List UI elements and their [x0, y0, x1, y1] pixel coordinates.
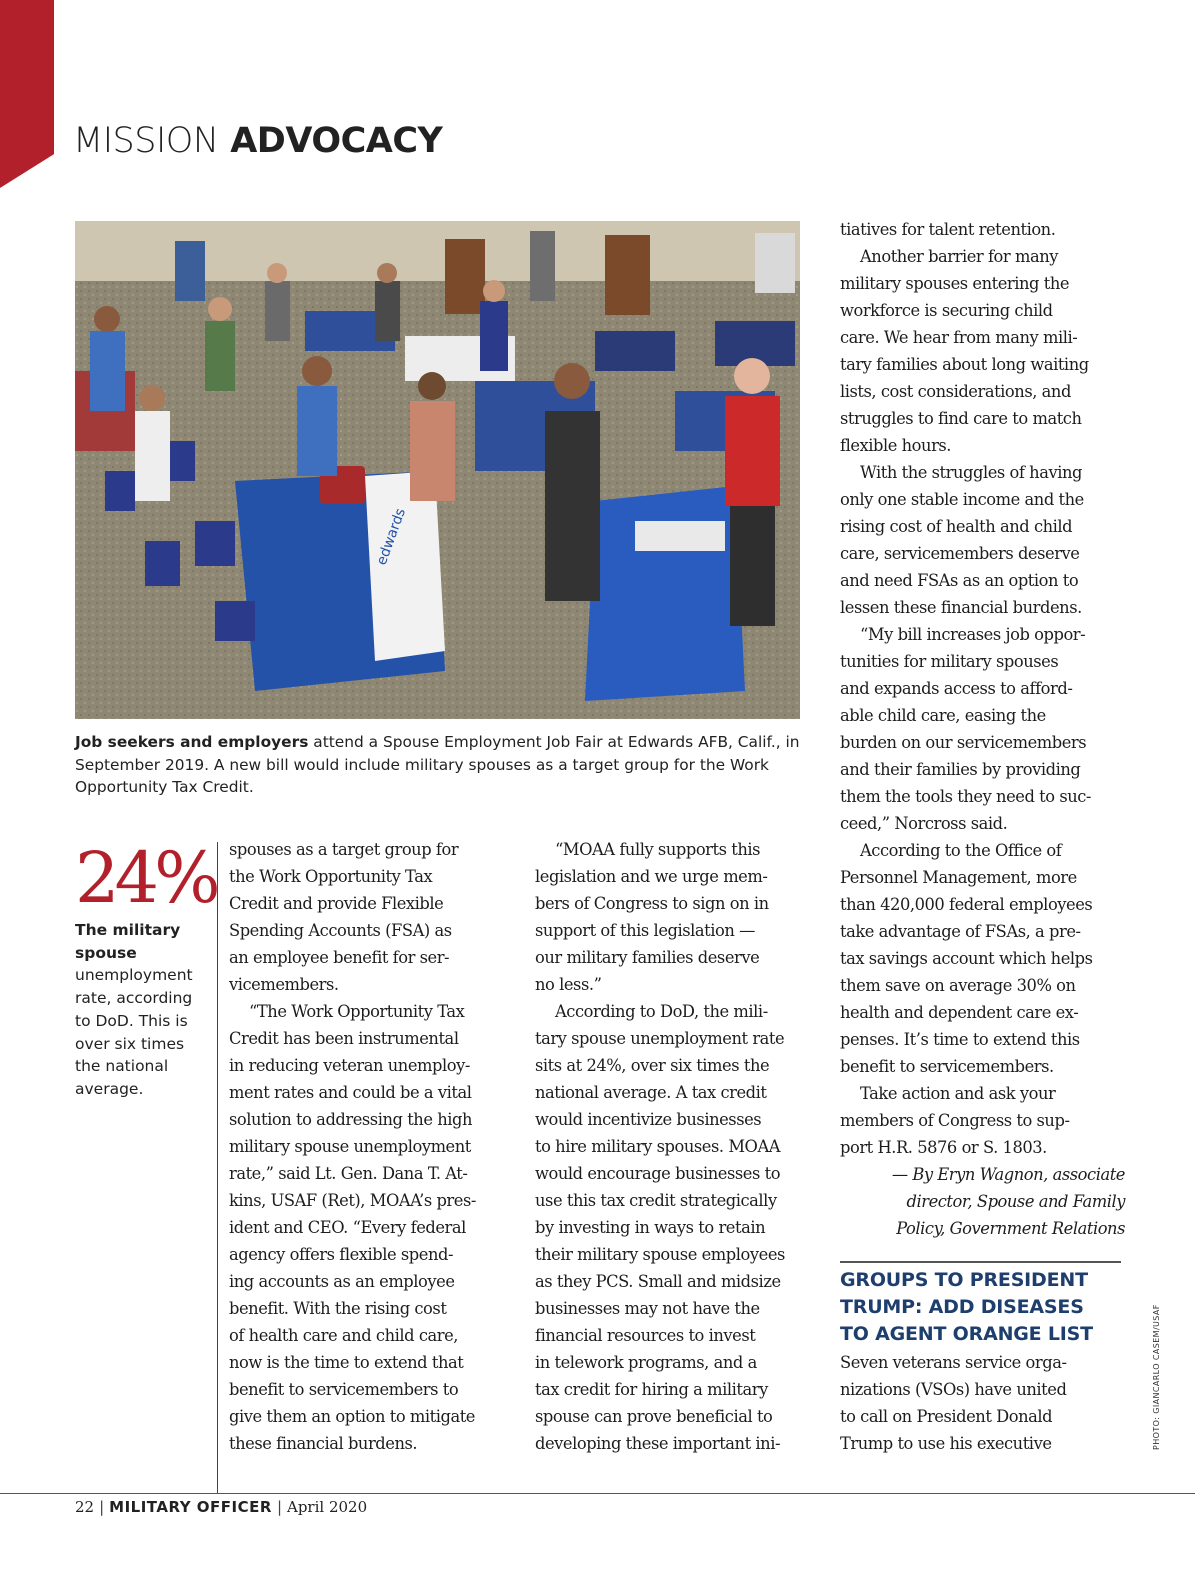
- text-line: Take action and ask your: [860, 1084, 1056, 1103]
- issue-date: April 2020: [287, 1498, 368, 1516]
- text-line: and their families by providing: [840, 760, 1081, 779]
- text-line: benefit to servicemembers.: [840, 1057, 1054, 1076]
- text-line: and expands access to afford-: [840, 679, 1073, 698]
- text-line: Credit has been instrumental: [229, 1029, 459, 1048]
- text-line: Trump to use his executive: [840, 1434, 1052, 1453]
- text-line: lists, cost considerations, and: [840, 382, 1071, 401]
- headline-line: GROUPS TO PRESIDENT: [840, 1269, 1088, 1291]
- text-line: Credit and provide Flexible: [229, 894, 444, 913]
- text-line: “The Work Opportunity Tax: [249, 1002, 465, 1021]
- headline-line: TRUMP: ADD DISEASES: [840, 1296, 1084, 1318]
- text-line: tiatives for talent retention.: [840, 220, 1056, 239]
- text-line: an employee benefit for ser-: [229, 948, 450, 967]
- subsection-headline: [840, 1267, 1125, 1348]
- article-column-2: [535, 836, 825, 1457]
- text-line: by investing in ways to retain: [535, 1218, 766, 1237]
- text-line: rising cost of health and child: [840, 517, 1073, 536]
- text-line: military spouse unemployment: [229, 1137, 471, 1156]
- text-line: Seven veterans service orga-: [840, 1353, 1067, 1372]
- text-line: ceed,” Norcross said.: [840, 814, 1008, 833]
- text-line: their military spouse employees: [535, 1245, 785, 1264]
- text-line: our military families deserve: [535, 948, 760, 967]
- text-line: Personnel Management, more: [840, 868, 1077, 887]
- text-line: penses. It’s time to extend this: [840, 1030, 1080, 1049]
- text-line: lessen these financial burdens.: [840, 598, 1082, 617]
- text-line: than 420,000 federal employees: [840, 895, 1093, 914]
- text-line: spouse can prove beneficial to: [535, 1407, 773, 1426]
- page-footer: [75, 1496, 367, 1518]
- text-line: businesses may not have the: [535, 1299, 760, 1318]
- caption-text: attend a Spouse Employment Job Fair at Edwards AFB, Calif., in September 2019. A new bill would include military spouses as a target group for the Work Opportunity Tax Credit.: [75, 733, 800, 796]
- text-line: developing these important ini-: [535, 1434, 780, 1453]
- text-line: workforce is securing child: [840, 301, 1053, 320]
- photo-illustration: [75, 221, 800, 719]
- text-line: financial resources to invest: [535, 1326, 756, 1345]
- text-line: sits at 24%, over six times the: [535, 1056, 770, 1075]
- text-line: now is the time to extend that: [229, 1353, 464, 1372]
- text-line: in reducing veteran unemploy-: [229, 1056, 470, 1075]
- text-line: health and dependent care ex-: [840, 1003, 1079, 1022]
- article-column-3: [840, 216, 1125, 1242]
- text-line: support of this legislation —: [535, 921, 755, 940]
- page-number: 22: [75, 1498, 95, 1516]
- section-header: [73, 118, 442, 164]
- column-divider: [217, 842, 218, 1494]
- text-line: care. We hear from many mili-: [840, 328, 1078, 347]
- text-line: care, servicemembers deserve: [840, 544, 1080, 563]
- text-line: Spending Accounts (FSA) as: [229, 921, 452, 940]
- text-line: tary spouse unemployment rate: [535, 1029, 785, 1048]
- text-line: able child care, easing the: [840, 706, 1046, 725]
- caption-lead: Job seekers and employers: [75, 733, 309, 751]
- corner-accent-tab: [0, 0, 54, 188]
- text-line: ment rates and could be a vital: [229, 1083, 472, 1102]
- text-line: them save on average 30% on: [840, 976, 1076, 995]
- text-line: tax credit for hiring a military: [535, 1380, 768, 1399]
- text-line: ing accounts as an employee: [229, 1272, 455, 1291]
- text-line: According to the Office of: [860, 841, 1062, 860]
- text-line: vicemembers.: [229, 975, 339, 994]
- text-line: ident and CEO. “Every federal: [229, 1218, 466, 1237]
- text-line: national average. A tax credit: [535, 1083, 767, 1102]
- text-line: tax savings account which helps: [840, 949, 1093, 968]
- headline-line: TO AGENT ORANGE LIST: [840, 1323, 1093, 1345]
- text-line: them the tools they need to suc-: [840, 787, 1091, 806]
- text-line: give them an option to mitigate: [229, 1407, 475, 1426]
- text-line: kins, USAF (Ret), MOAA’s pres-: [229, 1191, 476, 1210]
- text-line: military spouses entering the: [840, 274, 1070, 293]
- footer-rule: [0, 1493, 1195, 1494]
- text-line: flexible hours.: [840, 436, 952, 455]
- photo-credit: PHOTO: GIANCARLO CASEM/USAF: [1152, 1304, 1161, 1450]
- stat-description: [75, 919, 207, 1101]
- text-line: as they PCS. Small and midsize: [535, 1272, 781, 1291]
- text-line: would encourage businesses to: [535, 1164, 781, 1183]
- byline-line: director, Spouse and Family: [906, 1192, 1125, 1211]
- text-line: “My bill increases job oppor-: [860, 625, 1086, 644]
- text-line: of health care and child care,: [229, 1326, 458, 1345]
- text-line: and need FSAs as an option to: [840, 571, 1079, 590]
- stat-lead: The military spouse: [75, 921, 181, 962]
- text-line: struggles to find care to match: [840, 409, 1082, 428]
- footer-separator: |: [276, 1498, 282, 1516]
- text-line: only one stable income and the: [840, 490, 1084, 509]
- text-line: these financial burdens.: [229, 1434, 418, 1453]
- footer-separator: |: [99, 1498, 105, 1516]
- text-line: to hire military spouses. MOAA: [535, 1137, 781, 1156]
- subsection-text: [840, 1349, 1125, 1457]
- text-line: would incentivize businesses: [535, 1110, 762, 1129]
- text-line: benefit. With the rising cost: [229, 1299, 447, 1318]
- text-line: legislation and we urge mem-: [535, 867, 768, 886]
- text-line: spouses as a target group for: [229, 840, 459, 859]
- stat-number: 24%: [75, 837, 216, 919]
- text-line: no less.”: [535, 975, 602, 994]
- stat-text: unemployment rate, according to DoD. This is over six times the national average.: [75, 966, 193, 1098]
- text-line: benefit to servicemembers to: [229, 1380, 459, 1399]
- text-line: in telework programs, and a: [535, 1353, 757, 1372]
- text-line: bers of Congress to sign on in: [535, 894, 769, 913]
- text-line: the Work Opportunity Tax: [229, 867, 433, 886]
- text-line: “MOAA fully supports this: [555, 840, 761, 859]
- text-line: tary families about long waiting: [840, 355, 1089, 374]
- text-line: nizations (VSOs) have united: [840, 1380, 1067, 1399]
- text-line: to call on President Donald: [840, 1407, 1053, 1426]
- article-column-1: [229, 836, 519, 1457]
- text-line: burden on our servicemembers: [840, 733, 1087, 752]
- photo-caption: [75, 731, 800, 799]
- magazine-name: MILITARY OFFICER: [109, 1498, 272, 1516]
- text-line: With the struggles of having: [860, 463, 1082, 482]
- section-divider: [840, 1261, 1121, 1263]
- section-header-light: MISSION: [73, 121, 219, 161]
- text-line: take advantage of FSAs, a pre-: [840, 922, 1081, 941]
- byline-line: Policy, Government Relations: [896, 1219, 1125, 1238]
- text-line: agency offers flexible spend-: [229, 1245, 454, 1264]
- text-line: members of Congress to sup-: [840, 1111, 1070, 1130]
- text-line: tunities for military spouses: [840, 652, 1059, 671]
- text-line: use this tax credit strategically: [535, 1191, 777, 1210]
- job-fair-photo: [75, 221, 800, 719]
- text-line: solution to addressing the high: [229, 1110, 473, 1129]
- byline-line: — By Eryn Wagnon, associate: [891, 1165, 1125, 1184]
- text-line: According to DoD, the mili-: [555, 1002, 768, 1021]
- text-line: rate,” said Lt. Gen. Dana T. At-: [229, 1164, 468, 1183]
- text-line: Another barrier for many: [860, 247, 1058, 266]
- text-line: port H.R. 5876 or S. 1803.: [840, 1138, 1047, 1157]
- section-header-bold: ADVOCACY: [230, 121, 443, 161]
- table-banner-text: edwards: [373, 506, 410, 568]
